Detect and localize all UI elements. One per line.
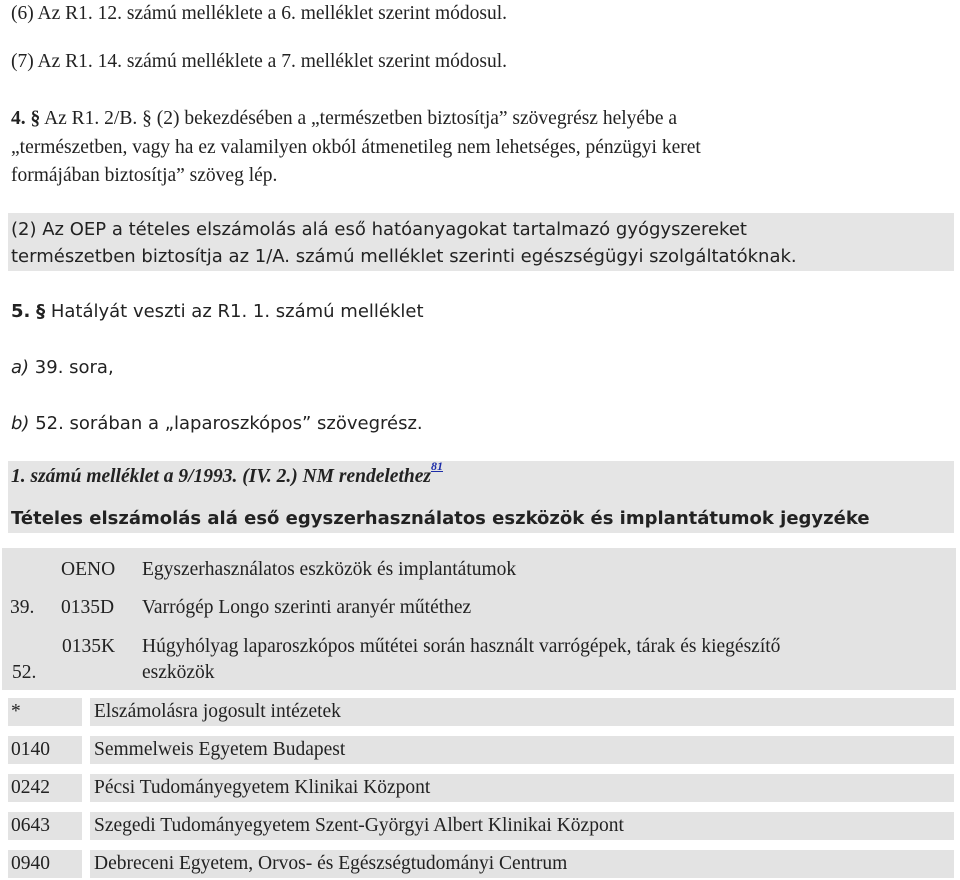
section-sign-icon: § xyxy=(30,108,41,129)
section-4-line-2: „természetben, vagy ha ez valamilyen okból átmenetileg nem lehetséges, pénzügyi keret xyxy=(11,137,701,158)
section-4-text: Az R1. 2/B. § (2) bekezdésében a „természetben biztosítja” szövegrész helyébe a xyxy=(44,108,678,129)
item-a xyxy=(11,355,114,380)
institution-code: 0940 xyxy=(11,853,50,874)
annex-title: 1. számú melléklet a 9/1993. (IV. 2.) NM rendelethez xyxy=(11,466,431,487)
institution-code: 0242 xyxy=(11,777,50,798)
section-5 xyxy=(11,299,424,324)
device-row-number: 52. xyxy=(12,662,37,683)
device-row-code: 0135K xyxy=(62,636,116,657)
device-row-desc: Húgyhólyag laparoszkópos műtétei során használt varrógépek, tárak és kiegészítő xyxy=(142,636,781,657)
institution-name: Szegedi Tudományegyetem Szent-Györgyi Albert Klinikai Központ xyxy=(94,815,624,836)
institution-name: Pécsi Tudományegyetem Klinikai Központ xyxy=(94,777,431,798)
section-4-number: 4. xyxy=(11,108,26,129)
section-4-line-1 xyxy=(11,106,677,131)
institution-header-code: * xyxy=(11,701,21,722)
device-row-code: 0135D xyxy=(61,597,115,618)
device-row-desc: Varrógép Longo szerinti aranyér műtéthez xyxy=(142,597,472,618)
paragraph-2-line-2: természetben biztosítja az 1/A. számú melléklet szerinti egészségügyi szolgáltatóknak. xyxy=(11,246,797,267)
item-b-label: b) xyxy=(11,413,30,434)
institution-code: 0140 xyxy=(11,739,50,760)
paragraph-7: (7) Az R1. 14. számú melléklete a 7. melléklet szerint módosul. xyxy=(11,51,508,72)
section-5-number: 5. xyxy=(11,301,31,322)
footnote-link[interactable]: 81 xyxy=(430,459,443,473)
annex-title-line xyxy=(11,459,443,491)
device-row-desc-cont: eszközök xyxy=(142,662,215,683)
paragraph-6: (6) Az R1. 12. számú melléklete a 6. melléklet szerint módosul. xyxy=(11,3,508,24)
device-header-code: OENO xyxy=(61,559,116,580)
section-5-text: Hatályát veszti az R1. 1. számú melléklet xyxy=(50,301,424,322)
section-sign-icon: § xyxy=(36,301,46,322)
section-4-line-3: formájában biztosítja” szöveg lép. xyxy=(11,165,278,186)
institution-header-name: Elszámolásra jogosult intézetek xyxy=(94,701,341,722)
item-a-text: 39. sora, xyxy=(34,357,114,378)
item-b-text: 52. sorában a „laparoszkópos” szövegrész. xyxy=(35,413,423,434)
institution-name: Debreceni Egyetem, Orvos- és Egészségtudományi Centrum xyxy=(94,853,568,874)
device-row-number: 39. xyxy=(10,597,35,618)
device-header-desc: Egyszerhasználatos eszközök és implantátumok xyxy=(142,559,517,580)
institution-name: Semmelweis Egyetem Budapest xyxy=(94,739,346,760)
annex-subtitle: Tételes elszámolás alá eső egyszerhasználatos eszközök és implantátumok jegyzéke xyxy=(11,508,870,529)
paragraph-2-line-1: (2) Az OEP a tételes elszámolás alá eső hatóanyagokat tartalmazó gyógyszereket xyxy=(11,219,747,240)
item-a-label: a) xyxy=(11,357,30,378)
item-b xyxy=(11,411,423,436)
institution-code: 0643 xyxy=(11,815,50,836)
